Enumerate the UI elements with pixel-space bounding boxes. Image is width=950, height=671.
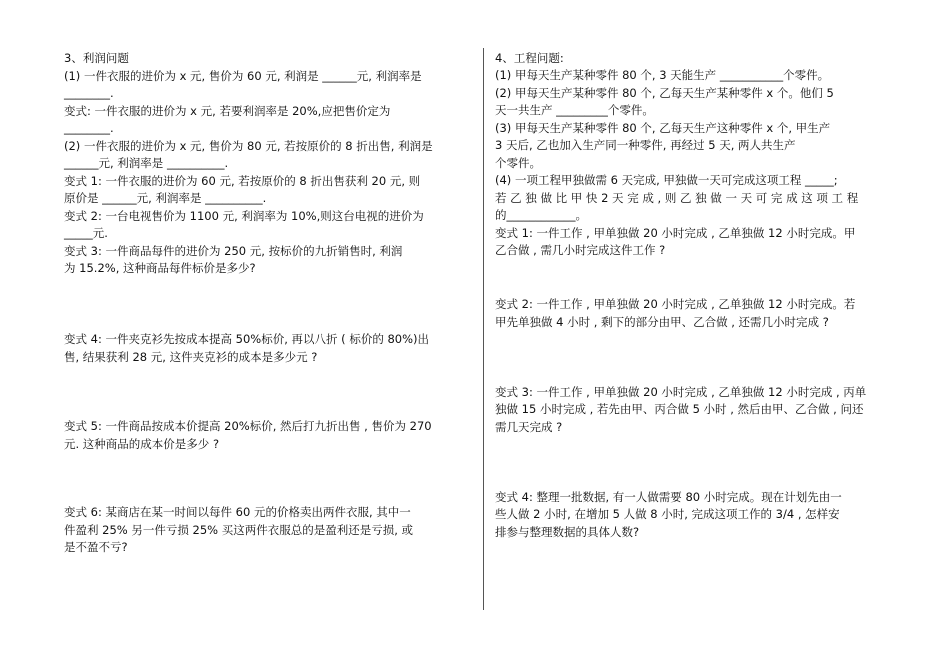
problem-line: ______元, 利润率是 __________. [64, 156, 229, 170]
problem-line: 变式 5: 一件商品按成本价提高 20%标价, 然后打九折出售 , 售价为 270 [64, 419, 432, 433]
problem-line: 变式 4: 一件夹克衫先按成本提高 50%标价, 再以八折 ( 标价的 80%)出 [64, 332, 430, 346]
problem-line: 元. 这种商品的成本价是多少 ? [64, 437, 220, 451]
problem-line: (1) 一件衣服的进价为 x 元, 售价为 60 元, 利润是 ______元, 利润率是 [64, 69, 422, 83]
problem-line: 变式 1: 一件衣服的进价为 60 元, 若按原价的 8 折出售获利 20 元, 则 [64, 174, 421, 188]
problem-line: (3) 甲每天生产某种零件 80 个, 乙每天生产这种零件 x 个, 甲生产 [495, 121, 831, 135]
section-title-work: 4、工程问题: [495, 51, 564, 65]
problem-line: 变式: 一件衣服的进价为 x 元, 若要利润率是 20%,应把售价定为 [64, 104, 391, 118]
problem-line: (2) 一件衣服的进价为 x 元, 售价为 80 元, 若按原价的 8 折出售, 利润是 [64, 139, 433, 153]
problem-line: ________. [64, 86, 114, 100]
problem-line: _____元. [64, 226, 108, 240]
problem-line: (4) 一项工程甲独做需 6 天完成, 甲独做一天可完成这项工程 _____; [495, 173, 838, 187]
problem-line: 原价是 ______元, 利润率是 __________. [64, 191, 267, 205]
section-title-profit: 3、利润问题 [64, 51, 129, 65]
problem-line: 为 15.2%, 这种商品每件标价是多少? [64, 261, 256, 275]
problem-line: ________. [64, 121, 114, 135]
problem-line: 乙合做 , 需几小时完成这件工作 ? [495, 243, 666, 257]
problem-line: 变式 4: 整理一批数据, 有一人做需要 80 小时完成。现在计划先由一 [495, 490, 842, 504]
problem-line: 天一共生产 _________个零件。 [495, 103, 654, 117]
problem-line: 独做 15 小时完成 , 若先由甲、丙合做 5 小时 , 然后由甲、乙合做 , 问还 [495, 402, 864, 416]
problem-line: 3 天后, 乙也加入生产同一种零件, 再经过 5 天, 两人共生产 [495, 138, 796, 152]
problem-line: 个零件。 [495, 156, 541, 170]
problem-line: 变式 6: 某商店在某一时间以每件 60 元的价格卖出两件衣服, 其中一 [64, 505, 411, 519]
problem-line: 售, 结果获利 28 元, 这件夹克衫的成本是多少元 ? [64, 350, 318, 364]
problem-line: 需几天完成 ? [495, 420, 563, 434]
problem-line: 变式 1: 一件工作 , 甲单独做 20 小时完成 , 乙单独做 12 小时完成。甲 [495, 226, 856, 240]
problem-line: 排参与整理数据的具体人数? [495, 525, 640, 539]
problem-line: 甲先单独做 4 小时 , 剩下的部分由甲、乙合做 , 还需几小时完成 ? [495, 315, 829, 329]
problem-line: 变式 2: 一台电视售价为 1100 元, 利润率为 10%,则这台电视的进价为 [64, 209, 424, 223]
problem-line: (1) 甲每天生产某种零件 80 个, 3 天能生产 ___________个零件。 [495, 68, 830, 82]
column-divider [483, 48, 484, 610]
problem-line: 变式 3: 一件商品每件的进价为 250 元, 按标价的九折销售时, 利润 [64, 244, 403, 258]
problem-line: 变式 2: 一件工作 , 甲单独做 20 小时完成 , 乙单独做 12 小时完成。若 [495, 297, 856, 311]
problem-line: 的____________。 [495, 208, 587, 222]
problem-line: 些人做 2 小时, 在增加 5 人做 8 小时, 完成这项工作的 3/4 , 怎样安 [495, 507, 840, 521]
problem-line: 变式 3: 一件工作 , 甲单独做 20 小时完成 , 乙单独做 12 小时完成 , 丙单 [495, 385, 867, 399]
problem-line: (2) 甲每天生产某种零件 80 个, 乙每天生产某种零件 x 个。他们 5 [495, 86, 834, 100]
problem-line: 件盈利 25% 另一件亏损 25% 买这两件衣服总的是盈利还是亏损, 或 [64, 523, 414, 537]
problem-line: 是不盈不亏? [64, 540, 128, 554]
problem-line: 若 乙 独 做 比 甲 快 2 天 完 成 , 则 乙 独 做 一 天 可 完 成 这 项 工 程 [495, 191, 859, 205]
